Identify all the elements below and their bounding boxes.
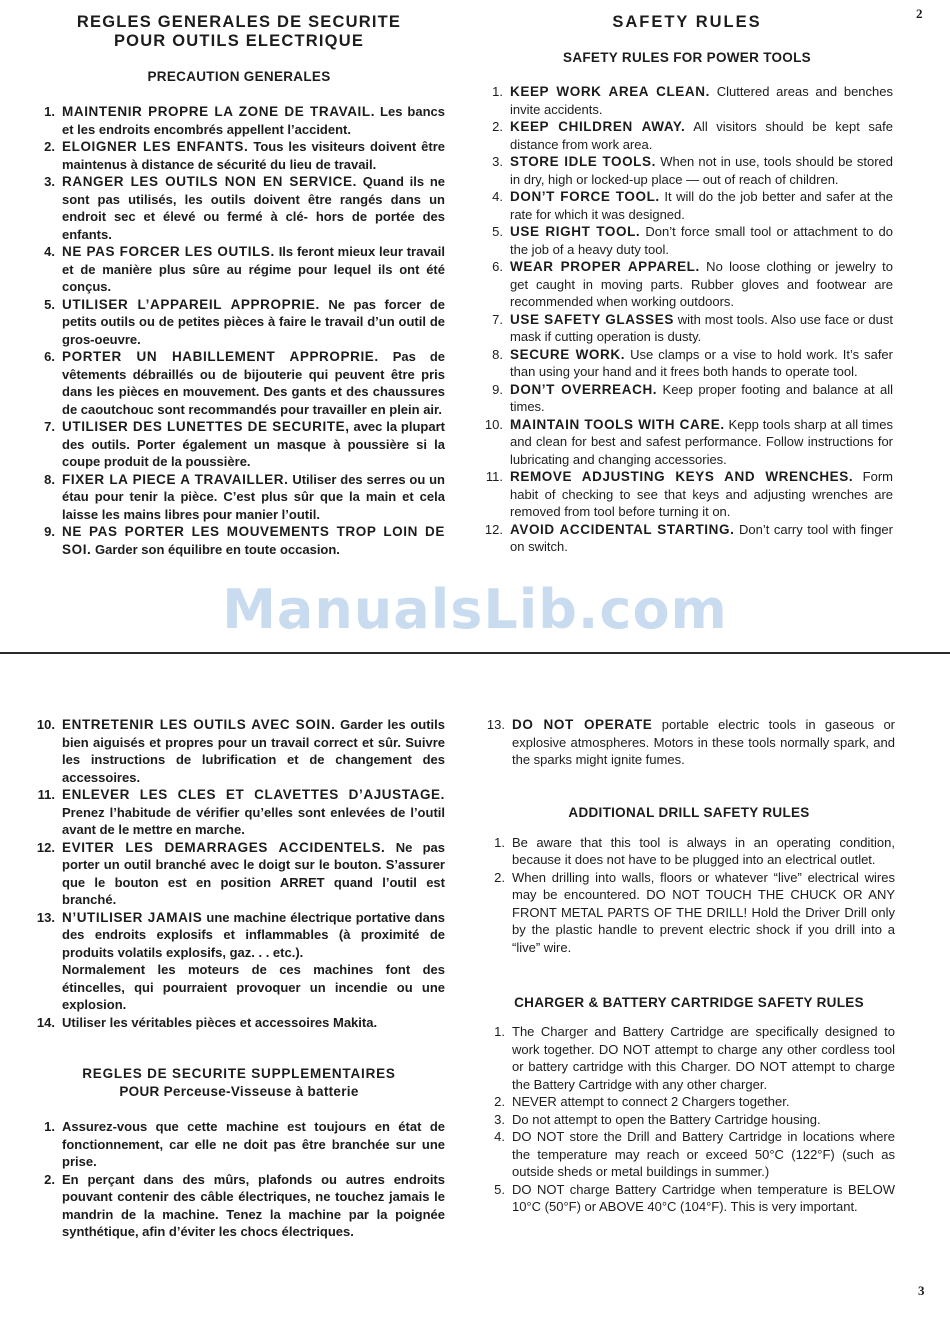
bottom-right-column [483, 716, 895, 1216]
list-item [481, 381, 893, 416]
top-left-column [33, 13, 445, 558]
item-text: Don’t force small tool or attachment to do the job of a heavy duty tool. [510, 224, 893, 257]
item-number: 4. [492, 189, 503, 204]
item-heading: PORTER UN HABILLEMENT APPROPRIE. [62, 349, 379, 364]
french-supplementary-list [33, 1118, 445, 1241]
item-text: All visitors should be kept safe distance from work area. [510, 119, 893, 152]
power-tool-rules-list [481, 83, 893, 556]
item-number: 4. [44, 244, 55, 259]
item-number: 7. [44, 419, 55, 434]
item-text: Utiliser des serres ou un étau pour tenir la pièce. C’est plus sûr que la main et cela laisse les mains libres pour manier l’outil. [62, 471, 445, 522]
list-item [33, 296, 445, 349]
item-text: with most tools. Also use face or dust mask if cutting operation is dusty. [510, 311, 893, 344]
item-number: 10. [36, 717, 55, 732]
item-number: 4. [494, 1129, 505, 1144]
item-heading: DO NOT OPERATE [512, 717, 653, 732]
item-number: 3. [44, 174, 55, 189]
item-heading: N’UTILISER JAMAIS [62, 909, 203, 925]
item-heading: EVITER LES DEMARRAGES ACCIDENTELS. [62, 839, 386, 855]
list-item [483, 1023, 895, 1093]
item-text: Use clamps or a vise to hold work. It’s safer than using your hand and it frees both hands to operate tool. [510, 346, 893, 379]
item-number: 3. [494, 1111, 505, 1127]
item-heading: UTILISER DES LUNETTES DE SECURITE, [62, 419, 350, 434]
list-item [33, 1118, 445, 1171]
item-text: Garder les outils bien aiguisés et propres pour un travail correct et sûr. Suivre les instructions de lubrification et de changement des accessoires. [62, 717, 445, 785]
gaseous-rule-list [483, 716, 895, 769]
item-number: 6. [44, 349, 55, 364]
item-number: 1. [44, 104, 55, 119]
item-number: 13. [486, 717, 505, 732]
list-item [481, 416, 893, 469]
list-item [481, 223, 893, 258]
item-text: Do not attempt to open the Battery Cartridge housing. [512, 1111, 821, 1127]
item-number: 11. [37, 787, 55, 802]
item-number: 7. [492, 311, 503, 327]
list-item [33, 243, 445, 296]
item-text: It will do the job better and safer at the rate for which it was designed. [510, 189, 893, 222]
list-item [33, 348, 445, 418]
list-item [483, 834, 895, 869]
item-text: Prenez l’habitude de vérifier qu’elles sont enlevées de l’outil avant de le mettre en marche. [62, 804, 445, 837]
item-text: portable electric tools in gaseous or explosive atmospheres. Motors in these tools normally spark, and the sparks might ignite fumes. [512, 717, 895, 767]
list-item [481, 311, 893, 346]
item-text: DO NOT charge Battery Cartridge when temperature is BELOW 10°C (50°F) or ABOVE 40°C (104°F). This is very important. [512, 1181, 895, 1214]
item-heading: DON’T OVERREACH. [510, 381, 658, 397]
item-heading: MAINTENIR PROPRE LA ZONE DE TRAVAIL. [62, 104, 376, 119]
item-heading: ENLEVER LES CLES ET CLAVETTES D’AJUSTAGE. [62, 787, 445, 802]
item-text: When not in use, tools should be stored in dry, high or locked-up place — out of reach of children. [510, 154, 893, 187]
bottom-left-column [33, 716, 445, 1241]
list-item [33, 138, 445, 173]
drill-rules-list [483, 834, 895, 957]
item-text: Cluttered areas and benches invite accidents. [510, 84, 893, 117]
list-item [33, 839, 445, 909]
item-text: Assurez-vous que cette machine est toujours en état de fonctionnement, car elle ne doit pas être branchée sur une prise. [62, 1119, 445, 1169]
list-item [33, 716, 445, 786]
list-item [33, 471, 445, 524]
item-heading: WEAR PROPER APPAREL. [510, 259, 700, 274]
item-heading: DON’T FORCE TOOL. [510, 189, 660, 204]
item-text: Be aware that this tool is always in an operating condition, because it does not have to be plugged into an electrical outlet. [512, 834, 895, 867]
charger-rules-title: CHARGER & BATTERY CARTRIDGE SAFETY RULES [514, 995, 864, 1010]
item-number: 6. [492, 259, 503, 274]
french-rules-continued-list [33, 716, 445, 1031]
list-item [483, 716, 895, 769]
item-heading: USE SAFETY GLASSES [510, 311, 674, 327]
item-heading: SECURE WORK. [510, 346, 626, 362]
item-number: 14. [36, 1014, 55, 1030]
list-item [481, 153, 893, 188]
item-heading: FIXER LA PIECE A TRAVAILLER. [62, 471, 289, 487]
item-text: En perçant dans des mûrs, plafonds ou autres endroits pouvant contenir des câble électriques, ne touchez jamais le mandrin de la machine. Tenez la machine par la poignée synthétique, afin d’éviter les chocs électriques. [62, 1171, 445, 1239]
item-number: 9. [492, 381, 503, 397]
item-number: 5. [494, 1181, 505, 1197]
item-heading: USE RIGHT TOOL. [510, 224, 641, 239]
item-number: 2. [44, 139, 55, 154]
item-text: The Charger and Battery Cartridge are specifically designed to work together. DO NOT attempt to charge any other cordless tool or battery cartridge with this Charger. DO NOT attempt to charge the Battery Cartridge with any other charger. [512, 1024, 895, 1092]
list-item [483, 1093, 895, 1111]
item-heading: ELOIGNER LES ENFANTS. [62, 139, 249, 154]
top-right-column [481, 13, 893, 556]
item-number: 1. [44, 1119, 55, 1134]
list-item [481, 258, 893, 311]
item-number: 8. [492, 346, 503, 362]
item-number: 1. [494, 1024, 505, 1039]
list-item [481, 468, 893, 521]
list-item [33, 173, 445, 243]
item-text: Garder son équilibre en toute occasion. [91, 541, 340, 557]
item-number: 2. [44, 1171, 55, 1187]
item-heading: NE PAS PORTER LES MOUVEMENTS TROP LOIN DE SOI. [62, 524, 445, 557]
list-item [33, 418, 445, 471]
item-text: Kepp tools sharp at all times and clean for best and safest performance. Follow instructions for lubricating and changing accessories. [510, 416, 893, 467]
item-text: NEVER attempt to connect 2 Chargers together. [512, 1094, 790, 1109]
item-number: 10. [484, 416, 503, 432]
item-text: Quand ils ne sont pas utilisés, les outils doivent être rangés dans un endroit sec et élevé ou fermé à clé- hors de portée des enfants. [62, 174, 445, 242]
item-number: 5. [44, 296, 55, 312]
item-number: 3. [492, 154, 503, 169]
item-number: 12. [484, 521, 503, 537]
french-general-rules-list [33, 103, 445, 558]
item-number: 9. [44, 524, 55, 539]
list-item [33, 103, 445, 138]
item-number: 5. [492, 224, 503, 239]
item-text: Ne pas forcer de petits outils ou de petites pièces à faire le travail d’un outil de gros-oeuvre. [62, 296, 445, 347]
list-item [481, 346, 893, 381]
list-item [481, 118, 893, 153]
list-item [481, 188, 893, 223]
french-title-line1: REGLES GENERALES DE SECURITE [76, 13, 402, 31]
item-heading: RANGER LES OUTILS NON EN SERVICE. [62, 174, 357, 189]
item-heading: MAINTAIN TOOLS WITH CARE. [510, 416, 725, 432]
list-item [483, 869, 895, 957]
item-text: When drilling into walls, floors or whatever “live” electrical wires may be encountered. DO NOT TOUCH THE CHUCK OR ANY FRONT METAL PARTS OF THE DRILL! Hold the Driver Drill only by the plastic handle to prevent electric shock if you drill into a “live” wire. [512, 869, 895, 955]
item-heading: REMOVE ADJUSTING KEYS AND WRENCHES. [510, 469, 854, 484]
item-heading: AVOID ACCIDENTAL STARTING. [510, 521, 735, 537]
drill-rules-title: ADDITIONAL DRILL SAFETY RULES [568, 804, 810, 820]
item-text: Pas de vêtements débraillés ou de bijouterie qui peuvent être pris dans les pièces en mouvement. Des gants et des chaussures de caoutchouc sont recommandés pour travailler en plein air. [62, 349, 445, 417]
item-heading: KEEP CHILDREN AWAY. [510, 119, 686, 134]
list-item [33, 786, 445, 839]
french-title-line2: POUR OUTILS ELECTRIQUE [113, 32, 365, 50]
item-number: 2. [492, 119, 503, 134]
item-text: No loose clothing or jewelry to get caught in moving parts. Rubber gloves and footwear are recommended when working outdoors. [510, 259, 894, 309]
list-item [483, 1128, 895, 1181]
item-text: DO NOT store the Drill and Battery Cartridge in locations where the temperature may reach or exceed 50°C (122°F) (such as outside sheds or metal buildings in summer.) [512, 1129, 895, 1179]
item-number: 13. [36, 909, 55, 925]
watermark: ManualsLib.com [222, 578, 728, 641]
item-heading: UTILISER L’APPAREIL APPROPRIE. [62, 296, 320, 312]
page-number-top: 2 [916, 6, 923, 21]
item-text: Les bancs et les endroits encombrés appellent l’accident. [62, 104, 445, 137]
list-item [33, 523, 445, 558]
french-supplementary-title: REGLES DE SECURITE SUPPLEMENTAIRES [82, 1066, 396, 1081]
item-text: Ils feront mieux leur travail et de manière plus sûre au régime pour lequel ils ont été conçus. [62, 244, 445, 294]
item-number: 2. [494, 1094, 505, 1109]
item-text: Keep proper footing and balance at all times. [510, 381, 893, 414]
item-heading: KEEP WORK AREA CLEAN. [510, 84, 710, 99]
item-number: 1. [494, 834, 505, 850]
item-number: 11. [485, 469, 503, 484]
item-number: 2. [494, 869, 505, 885]
safety-rules-subtitle: SAFETY RULES FOR POWER TOOLS [563, 50, 811, 65]
list-item [33, 1014, 445, 1032]
item-number: 1. [492, 84, 503, 99]
page-divider [0, 652, 950, 654]
item-text: une machine électrique portative dans des endroits explosifs et inflammables (à proximité de produits volatils explosifs, gaz. . . etc.). [62, 909, 445, 960]
item-extra-text: Normalement les moteurs de ces machines font des étincelles, qui pourraient provoquer un incendie ou une explosion. [62, 962, 445, 1012]
item-text: Ne pas porter un outil branché avec le doigt sur le bouton. S’assurer que le bouton est en position ARRET quand l’outil est branché. [62, 839, 445, 907]
item-text: Utiliser les véritables pièces et accessoires Makita. [62, 1014, 378, 1030]
french-supplementary-subtitle: POUR Perceuse-Visseuse à batterie [119, 1084, 359, 1099]
item-heading: ENTRETENIR LES OUTILS AVEC SOIN. [62, 717, 336, 732]
item-heading: NE PAS FORCER LES OUTILS. [62, 244, 275, 259]
list-item [33, 1171, 445, 1241]
list-item [481, 83, 893, 118]
item-number: 12. [36, 839, 55, 855]
item-text: Tous les visiteurs doivent être maintenus à distance de sécurité du lieu de travail. [62, 139, 446, 172]
list-item [483, 1111, 895, 1129]
french-subtitle: PRECAUTION GENERALES [147, 69, 331, 84]
safety-rules-title: SAFETY RULES [612, 13, 762, 31]
item-heading: STORE IDLE TOOLS. [510, 154, 656, 169]
charger-rules-list [483, 1023, 895, 1216]
list-item [483, 1181, 895, 1216]
list-item [33, 909, 445, 1014]
item-text: Form habit of checking to see that keys and adjusting wrenches are removed from tool before turning it on. [510, 469, 893, 519]
item-number: 8. [44, 471, 55, 487]
item-text: avec la plupart des outils. Porter également un masque à poussière si la coupe produit de la poussière. [62, 419, 445, 469]
item-text: Don’t carry tool with finger on switch. [510, 521, 893, 554]
page-number-bottom: 3 [918, 1283, 925, 1298]
list-item [481, 521, 893, 556]
